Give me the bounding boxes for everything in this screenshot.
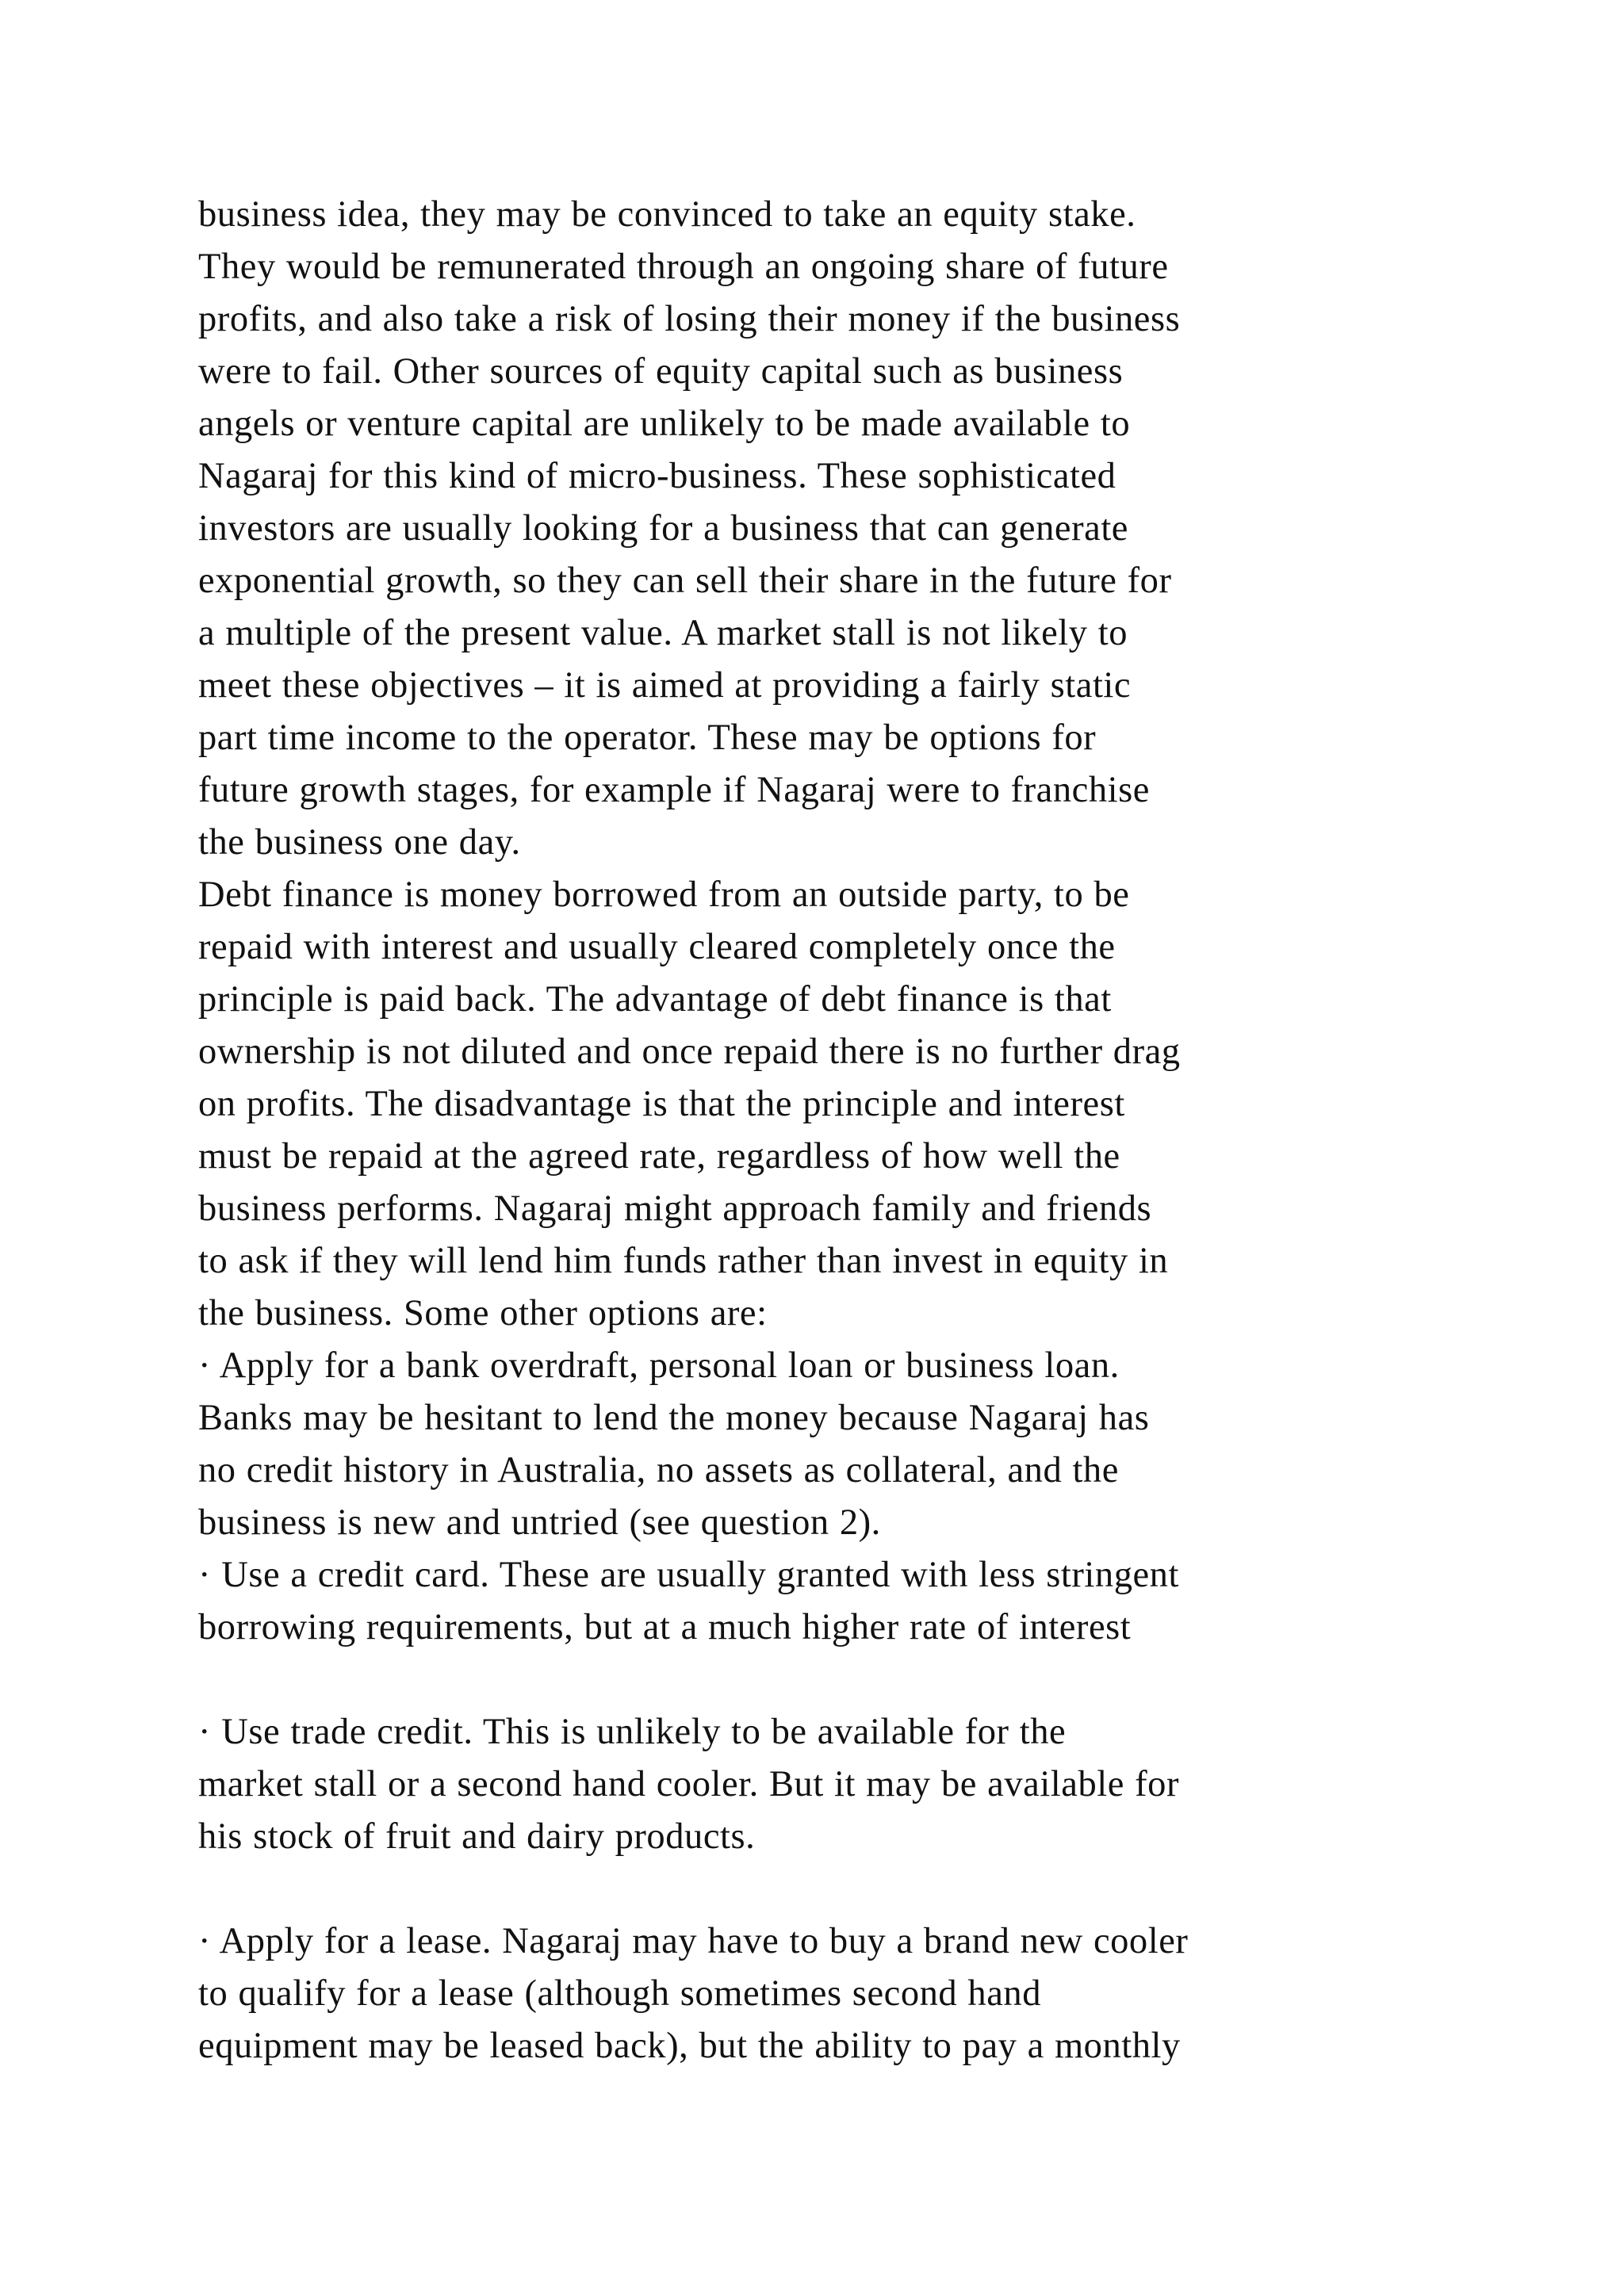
text-line: exponential growth, so they can sell their share in the future for xyxy=(198,561,1172,601)
text-line: the business one day. xyxy=(198,822,521,863)
text-line: to qualify for a lease (although sometimes second hand xyxy=(198,1973,1041,2014)
text-line: his stock of fruit and dairy products. xyxy=(198,1816,756,1857)
bullet-line: · Use trade credit. This is unlikely to be available for the xyxy=(198,1712,1067,1752)
text-line: angels or venture capital are unlikely to be made available to xyxy=(198,404,1131,444)
text-line: a multiple of the present value. A market stall is not likely to xyxy=(198,613,1128,653)
text-line: business performs. Nagaraj might approach family and friends xyxy=(198,1188,1152,1229)
text-line: must be repaid at the agreed rate, regardless of how well the xyxy=(198,1136,1120,1177)
text-line: principle is paid back. The advantage of debt finance is that xyxy=(198,979,1112,1020)
text-line: market stall or a second hand cooler. But it may be available for xyxy=(198,1764,1179,1804)
text-line: Debt finance is money borrowed from an outside party, to be xyxy=(198,874,1130,915)
text-line: part time income to the operator. These may be options for xyxy=(198,718,1097,758)
blank-line xyxy=(198,1863,1499,1915)
text-line: no credit history in Australia, no assets as collateral, and the xyxy=(198,1450,1119,1490)
text-line: to ask if they will lend him funds rather than invest in equity in xyxy=(198,1241,1169,1281)
body-text xyxy=(198,189,1499,2072)
text-line: business is new and untried (see question 2). xyxy=(198,1502,881,1543)
text-line: equipment may be leased back), but the ability to pay a monthly xyxy=(198,2026,1181,2066)
bullet-line: · Apply for a bank overdraft, personal loan or business loan. xyxy=(198,1345,1120,1386)
text-line: profits, and also take a risk of losing their money if the business xyxy=(198,299,1181,339)
text-line: the business. Some other options are: xyxy=(198,1293,768,1334)
text-line: They would be remunerated through an ongoing share of future xyxy=(198,247,1169,287)
text-line: on profits. The disadvantage is that the principle and interest xyxy=(198,1084,1125,1124)
bullet-line: · Apply for a lease. Nagaraj may have to buy a brand new cooler xyxy=(198,1921,1189,1961)
text-line: borrowing requirements, but at a much higher rate of interest xyxy=(198,1607,1132,1647)
text-line: were to fail. Other sources of equity capital such as business xyxy=(198,351,1124,392)
bullet-line: · Use a credit card. These are usually granted with less stringent xyxy=(198,1555,1179,1595)
text-line: Banks may be hesitant to lend the money because Nagaraj has xyxy=(198,1398,1150,1438)
text-line: business idea, they may be convinced to take an equity stake. xyxy=(198,194,1136,235)
text-line: Nagaraj for this kind of micro-business. These sophisticated xyxy=(198,456,1116,496)
text-line: investors are usually looking for a business that can generate xyxy=(198,508,1128,549)
text-line: repaid with interest and usually cleared completely once the xyxy=(198,927,1116,967)
blank-line xyxy=(198,1654,1499,1706)
text-line: future growth stages, for example if Nagaraj were to franchise xyxy=(198,770,1150,810)
text-line: ownership is not diluted and once repaid there is no further drag xyxy=(198,1031,1181,1072)
text-line: meet these objectives – it is aimed at providing a fairly static xyxy=(198,665,1132,706)
